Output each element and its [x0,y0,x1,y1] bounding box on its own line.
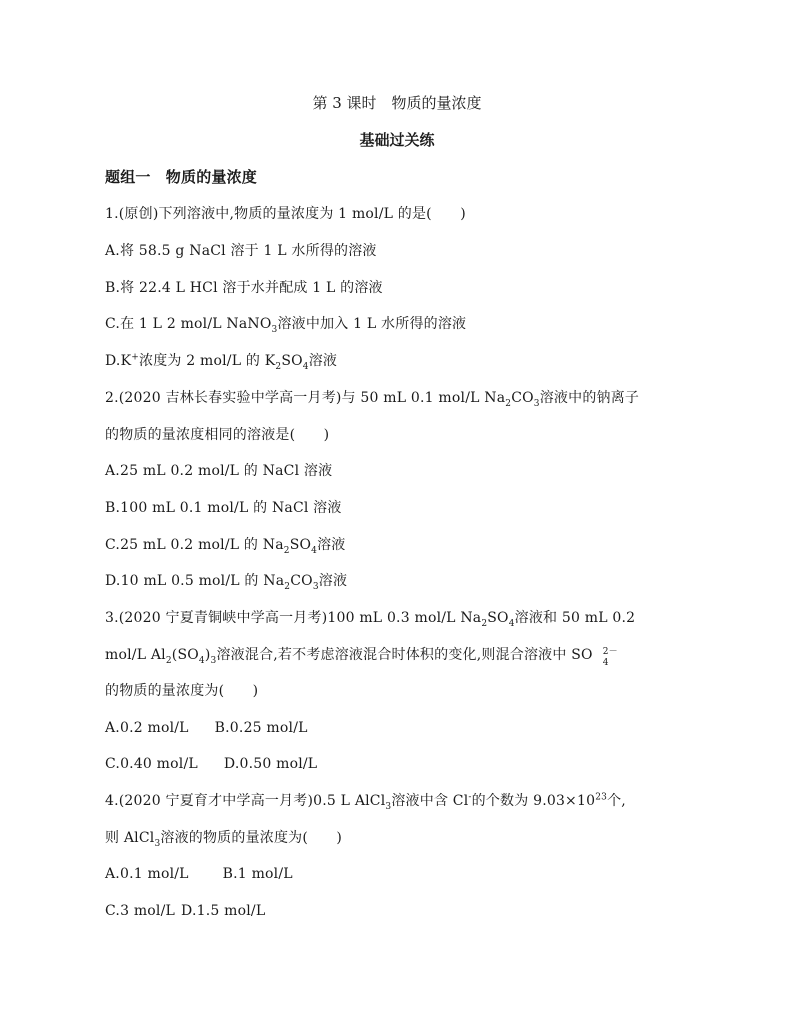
q3-options-cd [105,755,317,773]
q4-stem-line2: 则 AlCl$_3$溶液的物质的量浓度为( ) [105,830,343,849]
lesson-title: 第 3 课时 物质的量浓度 [312,94,482,112]
q3-option-c: C.0.40 mol/L [105,756,198,772]
q4-options-cd [105,902,265,920]
q2-option-a: A.25 mL 0.2 mol/L 的 NaCl 溶液 [105,463,333,479]
sulfate-ion-charge: 2－ 4 [602,647,618,668]
q3-stem-line2: mol/L $Al_2(SO_4)_3$溶液混合,若不考虑溶液混合时体积的变化,则混合溶液中 SO 2－ 4 [105,647,618,668]
q4-option-a: A.0.1 mol/L [105,866,189,882]
q1-option-c: C.在 1 L 2 mol/L NaNO$_3$溶液中加入 1 L 水所得的溶液 [105,316,467,335]
q2-option-c: C.25 mL 0.2 mol/L 的 $Na_2SO_4$溶液 [105,537,346,556]
q4-option-d: D.1.5 mol/L [181,903,266,919]
q1-option-b: B.将 22.4 L HCl 溶于水并配成 1 L 的溶液 [105,280,383,296]
q3-stem-line1: 3.(2020 宁夏青铜峡中学高一月考)100 mL 0.3 mol/L $Na_2SO_4$溶液和 50 mL 0.2 [105,610,636,629]
q2-option-b: B.100 mL 0.1 mol/L 的 NaCl 溶液 [105,500,342,516]
q4-option-c: C.3 mol/L [105,903,176,919]
q2-option-d: D.10 mL 0.5 mol/L 的 $Na_2CO_3$溶液 [105,573,348,592]
q3-options-ab [105,719,308,737]
q4-stem-line1: 4.(2020 宁夏育才中学高一月考)0.5 L AlCl$_3$溶液中含 Cl-的个数为 $9.03\times 10^{23}$个, [105,792,626,812]
q1-option-a: A.将 58.5 g NaCl 溶于 1 L 水所得的溶液 [105,243,377,259]
q1-option-d: D.K+浓度为 2 mol/L 的 $K_2SO_4$溶液 [105,352,338,372]
group-title: 题组一 物质的量浓度 [105,168,258,186]
q3-stem-line3: 的物质的量浓度为( ) [105,683,259,699]
q4-option-b: B.1 mol/L [222,866,293,882]
q4-options-ab [105,865,293,883]
section-title: 基础过关练 [359,131,435,149]
q3-option-d: D.0.50 mol/L [223,756,318,772]
q2-stem-line2: 的物质的量浓度相同的溶液是( ) [105,427,330,443]
q2-stem-line1: 2.(2020 吉林长春实验中学高一月考)与 50 mL 0.1 mol/L $Na_2CO_3$溶液中的钠离子 [105,390,640,409]
q3-option-a: A.0.2 mol/L [105,720,189,736]
q3-option-b: B.0.25 mol/L [214,720,308,736]
q1-option-c-text: C.在 1 L 2 mol/L NaNO [105,316,272,332]
q1-stem: 1.(原创)下列溶液中,物质的量浓度为 1 mol/L 的是( ) [105,206,466,222]
